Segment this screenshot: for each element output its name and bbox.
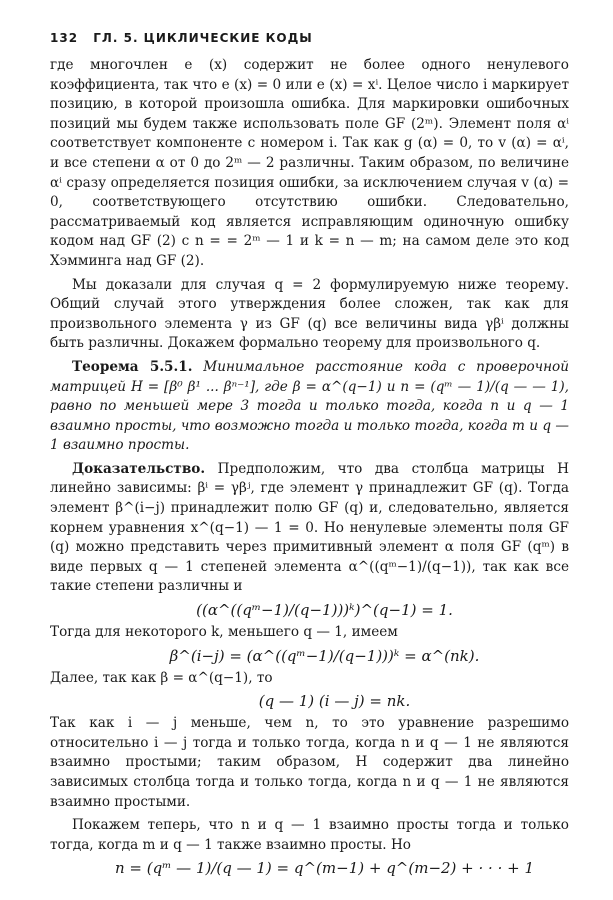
- theorem-5-5-1: [50, 358, 569, 456]
- proof-label: Доказательство.: [72, 460, 206, 477]
- paragraph-coprime: Покажем теперь, что n и q — 1 взаимно просты тогда и только тогда, когда m и q — 1 также взаимно просты. Но: [50, 817, 569, 853]
- line-then-for-some-k: Тогда для некоторого k, меньшего q — 1, имеем: [50, 624, 398, 641]
- formula-congruence: (q — 1) (i — j) = nk.: [258, 692, 411, 711]
- formula-beta-power: β^(i−j) = (α^((qᵐ−1)/(q−1)))ᵏ = α^(nk).: [169, 646, 480, 665]
- proof-text: Предположим, что два столбца матрицы H линейно зависимы: βⁱ = γβʲ, где элемент γ принадлежит GF (q). Тогда элемент β^(i−j) принадлежит полю GF (q) и, следовательно, является корнем уравнения x^(q−1) — 1 = 0. Но ненулевые элементы поля GF (q) можно представить через примитивный элемент α поля GF (qᵐ) в виде первых q — 1 степеней элемента α^((qᵐ−1)/(q−1)), так как все такие степени различны и: [50, 460, 570, 595]
- formula-n-expansion: n = (qᵐ — 1)/(q — 1) = q^(m−1) + q^(m−2) + · · · + 1: [114, 859, 534, 878]
- running-head: [50, 28, 569, 56]
- paragraph-solvability: Так как i — j меньше, чем n, то это уравнение разрешимо относительно i — j тогда и только тогда, когда n и q — 1 не являются взаимно простыми; таким образом, H содержит два линейно зависимых столбца тогда и только тогда, когда n и q — 1 не являются взаимно простыми.: [50, 715, 569, 810]
- formula-power-identity: ((α^((qᵐ−1)/(q−1)))ᵏ)^(q−1) = 1.: [196, 601, 453, 620]
- page-number: 132: [50, 31, 79, 45]
- line-further: Далее, так как β = α^(q−1), то: [50, 669, 273, 686]
- chapter-title: ГЛ. 5. ЦИКЛИЧЕСКИЕ КОДЫ: [93, 31, 313, 45]
- proof-paragraph: [50, 460, 569, 597]
- theorem-label: Теорема 5.5.1.: [72, 358, 193, 375]
- paragraph-general-case: Мы доказали для случая q = 2 формулируемую ниже теорему. Общий случай этого утверждения более сложен, так как для произвольного элемента γ из GF (q) все величины вида γβⁱ должны быть различны. Докажем формально теорему для произвольного q.: [50, 276, 569, 352]
- theorem-statement: Минимальное расстояние кода с проверочной матрицей H = [β⁰ β¹ ... βⁿ⁻¹], где β = α^(q−1) и n = (qᵐ — 1)/(q — — 1), равно по меньшей мере 3 тогда и только тогда, когда n и q — 1 взаимно просты, что возможно тогда и только тогда, когда m и q — 1 взаимно просты.: [50, 358, 569, 454]
- paragraph-error-position: где многочлен e (x) содержит не более одного ненулевого коэффициента, так что e (x) = 0 или e (x) = xⁱ. Целое число i маркирует позицию, в которой произошла ошибка. Для маркировки ошибочных позиций мы будем также использовать поле GF (2ᵐ). Элемент поля αⁱ соответствует компоненте с номером i. Так как g (α) = 0, то v (α) = αⁱ, и все степени α от 0 до 2ᵐ — 2 различны. Таким образом, по величине αⁱ сразу определяется позиция ошибки, за исключением случая v (α) = 0, соответствующего отсутствию ошибки. Следовательно, рассматриваемый код является исправляющим одиночную ошибку кодом над GF (2) с n = = 2ᵐ — 1 и k = n — m; на самом деле это код Хэмминга над GF (2).: [50, 57, 569, 269]
